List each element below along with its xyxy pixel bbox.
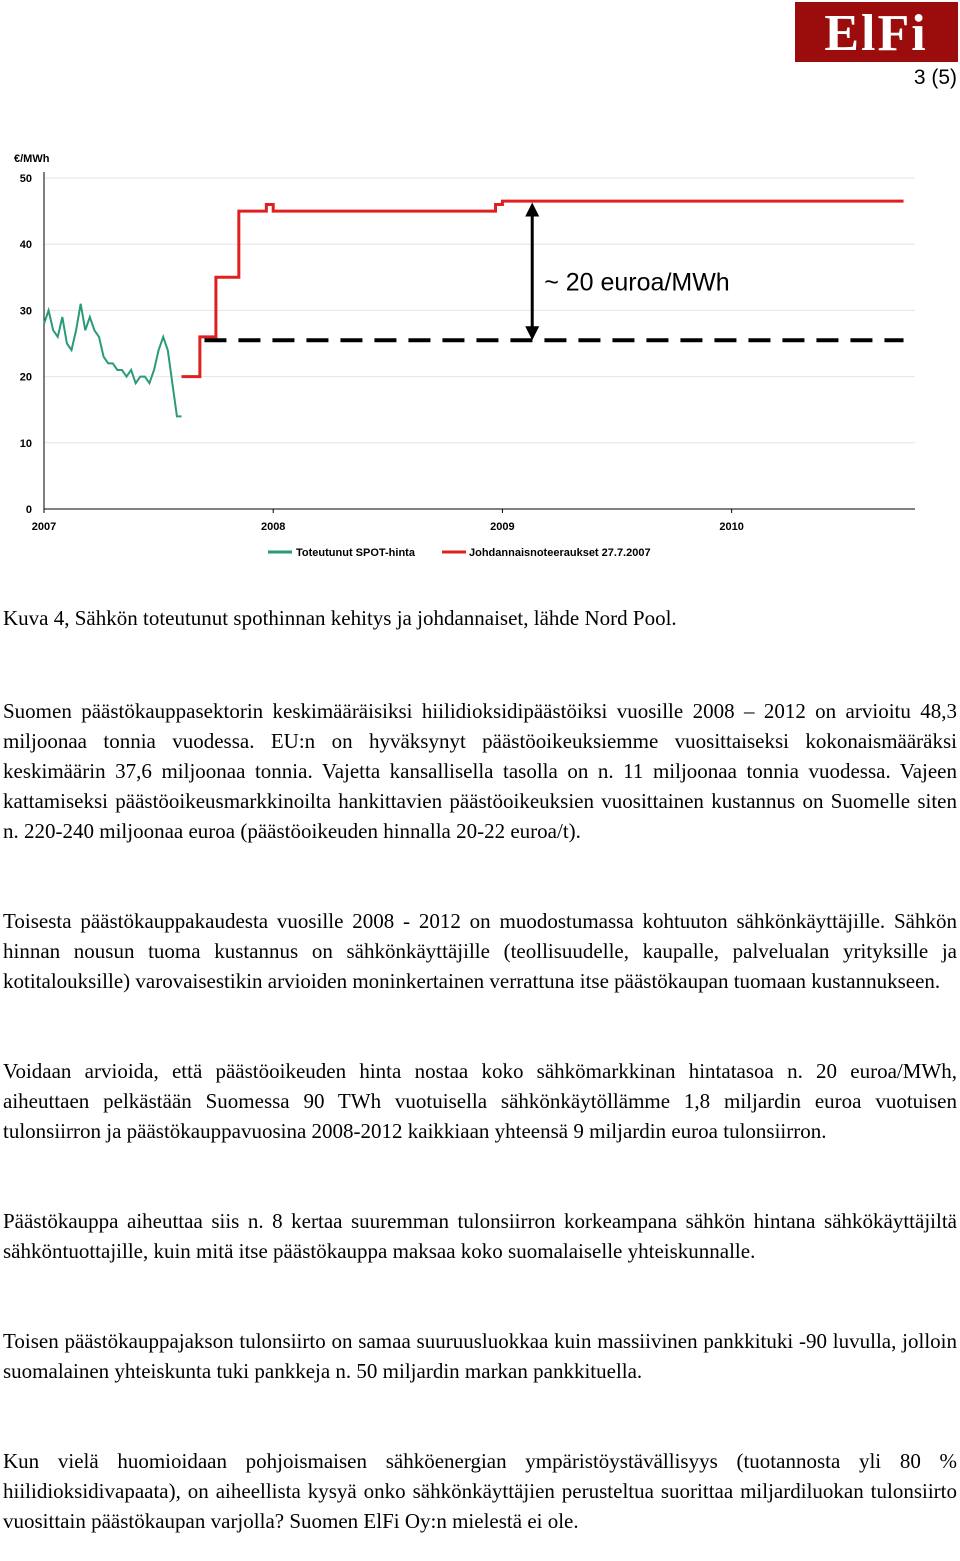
x-tick-label: 2009 [490, 521, 515, 533]
y-tick-label: 40 [19, 239, 32, 252]
paragraph-1: Suomen päästökauppasektorin keskimääräisiksi hiilidioksidipäästöiksi vuosille 2008 – 2012 on arvioitu 48,3 miljoonaa tonnia vuodessa. EU:n on hyväksynyt päästöoikeuksiemme vuosittaiseksi kokonaismääräksi keskimäärin 37,6 miljoonaa tonnia. Vajetta kansallisella tasolla on n. 11 miljoonaa tonnia vuodessa. Vajeen kattamiseksi päästöoikeusmarkkinoilta hankittavien päästöoikeuksien vuosittainen kustannus on Suomelle siten n. 220-240 miljoonaa euroa (päästöoikeuden hinnalla 20-22 euroa/t). [3, 699, 957, 843]
x-tick-label: 2007 [31, 521, 57, 533]
legend-label-spot: Toteutunut SPOT-hinta [296, 547, 415, 559]
y-tick-label: 30 [19, 305, 32, 318]
paragraph-6: Kun vielä huomioidaan pohjoismaisen sähköenergian ympäristöystävällisyys (tuotannosta yli 80 % hiilidioksidivapaata), on aiheellista kysyä onko sähkönkäyttäjien perusteltua suorittaa miljardiluokan tulonsiirto vuosittain päästökaupan varjolla? Suomen ElFi Oy:n mielestä ei ole. [3, 1449, 957, 1533]
y-tick-label: 10 [19, 437, 32, 450]
elfi-logo [795, 2, 958, 62]
price-chart-svg [0, 148, 920, 576]
paragraph-4: Päästökauppa aiheuttaa siis n. 8 kertaa suuremman tulonsiirron korkeampana sähkön hintana sähkökäyttäjiltä sähköntuottajille, kuin mitä itse päästökauppa maksaa koko suomalaiselle yhteiskunnalle. [3, 1209, 957, 1263]
x-tick-label: 2008 [260, 521, 286, 533]
page-number: 3 (5) [913, 66, 957, 89]
legend-label-futures: Johdannaisnoteeraukset 27.7.2007 [469, 547, 651, 559]
y-tick-label: 20 [19, 371, 32, 384]
x-tick-label: 2010 [719, 521, 744, 533]
y-tick-label: 0 [25, 504, 32, 516]
logo-text: ElFi [824, 5, 928, 62]
price-chart [0, 148, 920, 576]
paragraph-5: Toisen päästökauppajakson tulonsiirto on samaa suuruusluokkaa kuin massiivinen pankkituki -90 luvulla, jolloin suomalainen yhteiskunta tuki pankkeja n. 50 miljardin markan pankkituella. [3, 1329, 957, 1383]
paragraph-2: Toisesta päästökauppakaudesta vuosille 2008 - 2012 on muodostumassa kohtuuton sähkönkäyttäjille. Sähkön hinnan nousun tuoma kustannus on sähkönkäyttäjille (teollisuudelle, kaupalle, palvelualan yrityksille ja kotitalouksille) varovaisestikin arvioiden moninkertainen verrattuna itse päästökaupan tuomaan kustannukseen. [3, 909, 957, 993]
figure-caption: Kuva 4, Sähkön toteutunut spothinnan kehitys ja johdannaiset, lähde Nord Pool. [3, 606, 677, 630]
paragraph-3: Voidaan arvioida, että päästöoikeuden hinta nostaa koko sähkömarkkinan hintatasoa n. 20 euroa/MWh, aiheuttaen pelkästään Suomessa 90 TWh vuotuisella sähkönkäytöllämme 1,8 miljardin euroa vuotuisen tulonsiirron ja päästökauppavuosina 2008-2012 kaikkiaan yhteensä 9 miljardin euroa tulonsiirron. [3, 1059, 957, 1143]
y-tick-label: 50 [19, 173, 32, 185]
y-axis-label: €/MWh [14, 153, 50, 165]
annotation-label: ~ 20 euroa/MWh [544, 268, 730, 297]
